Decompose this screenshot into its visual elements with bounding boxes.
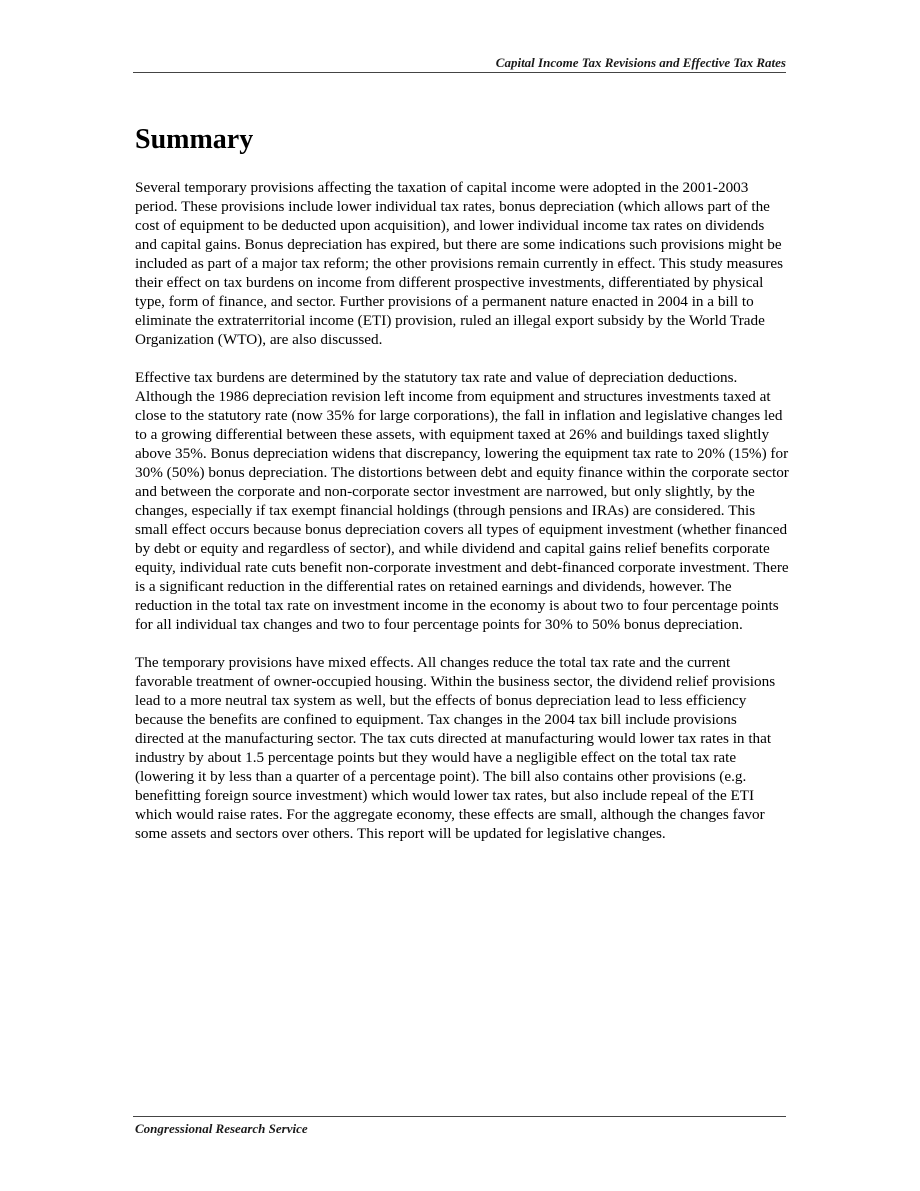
summary-body [135,178,789,862]
header-divider [133,72,786,73]
section-title: Summary [135,124,254,155]
footer-divider [133,1116,786,1117]
summary-paragraph-1: Several temporary provisions affecting the taxation of capital income were adopted in the 2001-2003 period. These provisions include lower individual tax rates, bonus depreciation (which allows part of the cost of equipment to be deducted upon acquisition), and lower individual income tax rates on dividends and capital gains. Bonus depreciation has expired, but there are some indications such provisions might be included as part of a major tax reform; the other provisions remain currently in effect. This study measures their effect on tax burdens on income from different prospective investments, differentiated by physical type, form of finance, and sector. Further provisions of a permanent nature enacted in 2004 in a bill to eliminate the extraterritorial income (ETI) provision, ruled an illegal export subsidy by the World Trade Organization (WTO), are also discussed. [135,179,784,348]
running-footer-organization: Congressional Research Service [135,1121,308,1136]
summary-paragraph-2: Effective tax burdens are determined by the statutory tax rate and value of depreciation deductions. Although the 1986 depreciation revision left income from equipment and structures investments taxed at close to the statutory rate (now 35% for large corporations), the fall in inflation and legislative changes led to a growing differential between these assets, with equipment taxed at 26% and buildings taxed slightly above 35%. Bonus depreciation widens that discrepancy, lowering the equipment tax rate to 20% (15%) for 30% (50%) bonus depreciation. The distortions between debt and equity finance within the corporate sector and between the corporate and non-corporate sector investment are narrowed, but only slightly, by the changes, especially if tax exempt financial holdings (through pensions and IRAs) are considered. This small effect occurs because bonus depreciation covers all types of equipment investment (whether financed by debt or equity and regardless of sector), and while dividend and capital gains relief benefits corporate equity, individual rate cuts benefit non-corporate investment and debt-financed corporate investment. There is a significant reduction in the differential rates on retained earnings and dividends, however. The reduction in the total tax rate on investment income in the economy is about two to four percentage points for all individual tax changes and two to four percentage points for 30% to 50% bonus depreciation. [135,369,789,633]
summary-paragraph-3: The temporary provisions have mixed effects. All changes reduce the total tax rate and the current favorable treatment of owner-occupied housing. Within the business sector, the dividend relief provisions lead to a more neutral tax system as well, but the effects of bonus depreciation lead to less efficiency because the benefits are confined to equipment. Tax changes in the 2004 tax bill include provisions directed at the manufacturing sector. The tax cuts directed at manufacturing would lower tax rates in that industry by about 1.5 percentage points but they would have a negligible effect on the total tax rate (lowering it by less than a quarter of a percentage point). The bill also contains other provisions (e.g. benefitting foreign source investment) which would lower tax rates, but also include repeal of the ETI which would raise rates. For the aggregate economy, these effects are small, although the changes favor some assets and sectors over others. This report will be updated for legislative changes. [135,654,776,842]
running-header-title: Capital Income Tax Revisions and Effective Tax Rates [495,55,786,70]
